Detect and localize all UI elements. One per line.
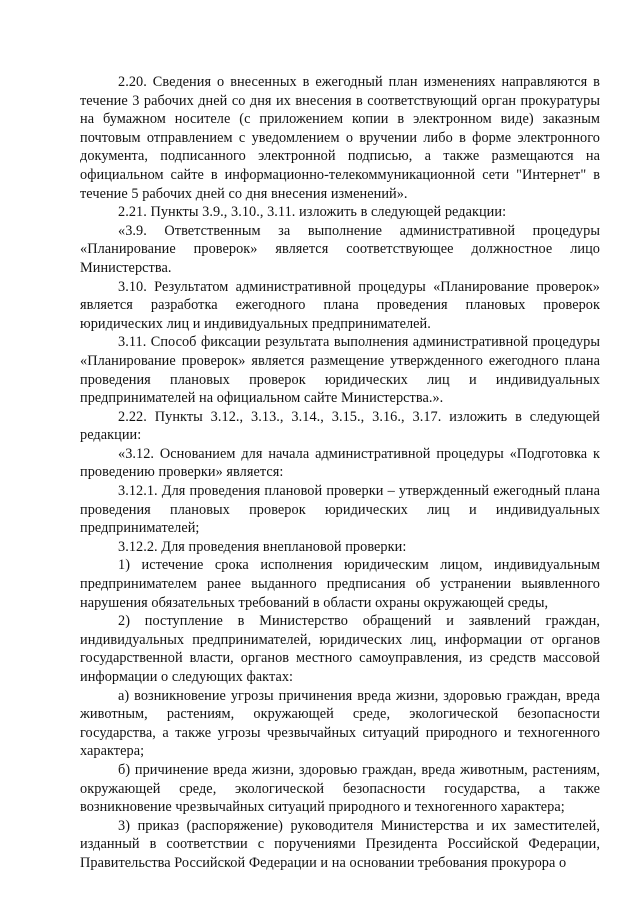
document-body [80, 73, 600, 873]
paragraph-3-11: 3.11. Способ фиксации результата выполнения административной процедуры «Планирование проверок» является размещение утвержденного ежегодного плана проведения плановых проверок юридических лиц и индивидуальных предпринимателей на официальном сайте Министерства.». [80, 334, 600, 407]
paragraph-3-12-1: 3.12.1. Для проведения плановой проверки – утвержденный ежегодный плана проведения плановых проверок юридических лиц и индивидуальных предпринимателей; [80, 483, 600, 537]
paragraph-3-10: 3.10. Результатом административной процедуры «Планирование проверок» является разработка ежегодного плана проведения плановых проверок юридических лиц и индивидуальных предпринимателей. [80, 278, 600, 332]
paragraph-3-9: «3.9. Ответственным за выполнение административной процедуры «Планирование проверок» является соответствующее должностное лицо Министерства. [80, 222, 600, 276]
paragraph-2-22: 2.22. Пункты 3.12., 3.13., 3.14., 3.15., 3.16., 3.17. изложить в следующей редакции: [80, 408, 600, 444]
paragraph-2-21: 2.21. Пункты 3.9., 3.10., 3.11. изложить в следующей редакции: [118, 204, 507, 221]
paragraph-item-1: 1) истечение срока исполнения юридическим лицом, индивидуальным предпринимателем ранее выданного предписания об устранении выявленного нарушения обязательных требований в области охраны окружающей среды, [80, 557, 600, 611]
paragraph-item-b: б) причинение вреда жизни, здоровью граждан, вреда животным, растениям, окружающей среде, экологической безопасности государства, а также возникновение чрезвычайных ситуаций природного и техногенного характера; [80, 761, 600, 816]
paragraph-3-12: «3.12. Основанием для начала административной процедуры «Подготовка к проведению проверки» является: [80, 445, 600, 481]
paragraph-item-a: а) возникновение угрозы причинения вреда жизни, здоровью граждан, вреда животным, растениям, окружающей среде, экологической безопасности государства, а также угрозы чрезвычайных ситуаций природного и техногенного характера; [80, 687, 600, 760]
paragraph-3-12-2: 3.12.2. Для проведения внеплановой проверки: [118, 538, 407, 555]
paragraph-item-3: 3) приказ (распоряжение) руководителя Министерства и их заместителей, изданный в соответствии с поручениями Президента Российской Федерации, Правительства Российской Федерации и на основании требования прокурора о [80, 817, 600, 871]
paragraph-2-20: 2.20. Сведения о внесенных в ежегодный план изменениях направляются в течение 3 рабочих дней со дня их внесения в соответствующий орган прокуратуры на бумажном носителе (с приложением копии в электронном виде) заказным почтовым отправлением с уведомлением о вручении либо в форме электронного документа, подписанного электронной подписью, а также размещаются на официальном сайте в информационно-телекоммуникационной сети "Интернет" в течение 5 рабочих дней со дня внесения изменений». [80, 74, 600, 202]
paragraph-item-2: 2) поступление в Министерство обращений и заявлений граждан, индивидуальных предпринимателей, юридических лиц, информации от органов государственной власти, органов местного самоуправления, из средств массовой информации о следующих фактах: [80, 613, 600, 685]
